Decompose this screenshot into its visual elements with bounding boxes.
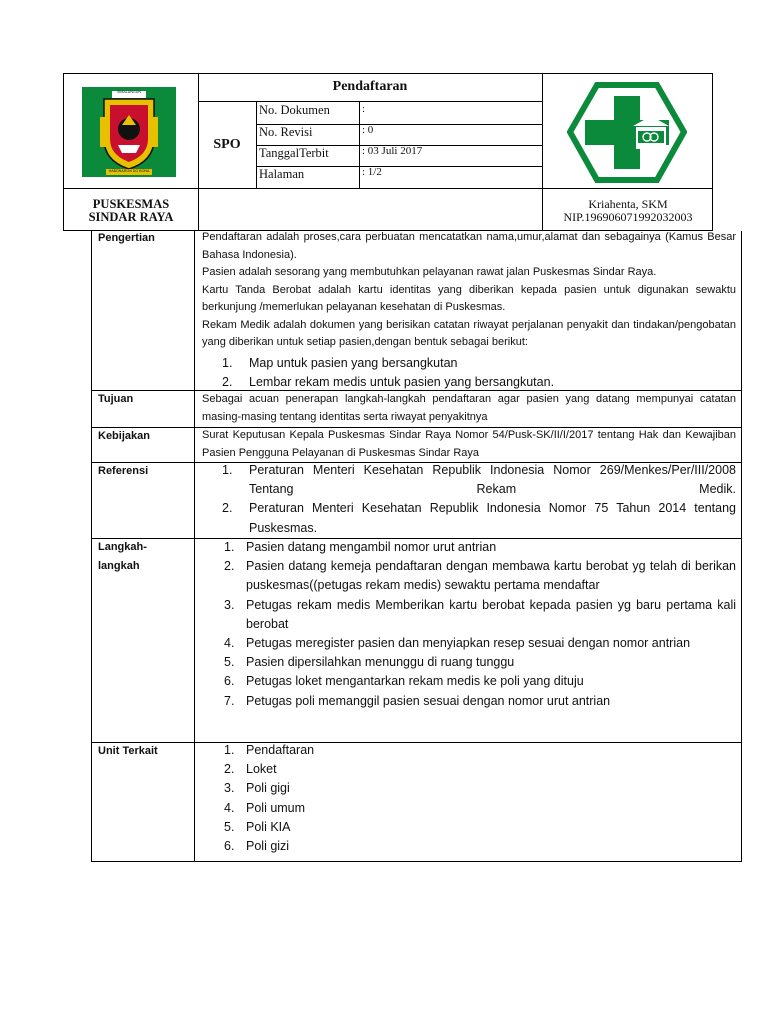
list-item <box>202 373 736 392</box>
label-langkah-line1: Langkah- <box>98 541 147 553</box>
list-item <box>202 799 736 818</box>
list-item <box>202 461 736 499</box>
label-pengertian: Pengertian <box>98 232 155 244</box>
meta-value-dokumen: : <box>362 103 366 115</box>
logo-text-bottom: HABONARON DO BONA <box>108 169 150 173</box>
list-text: Pendaftaran <box>246 743 315 757</box>
meta-label-dokumen: No. Dokumen <box>259 103 330 117</box>
meta-label-halaman: Halaman <box>259 167 305 181</box>
list-text: Poli gizi <box>246 839 290 854</box>
content-referensi <box>202 461 736 538</box>
list-number: 6. <box>224 839 235 854</box>
list-text: Pasien datang mengambil nomor urut antrian <box>246 540 497 554</box>
kebijakan-text: Surat Keputusan Kepala Puskesmas Sindar Raya Nomor 54/Pusk-SK/II/I/2017 tentang Hak dan Kewajiban Pasien Pengguna Pelayanan di Puskesmas Sindar Raya <box>202 429 736 459</box>
list-number: 2. <box>222 374 233 389</box>
list-item <box>202 653 736 672</box>
list-number: 2. <box>224 762 235 777</box>
org-name <box>64 198 198 224</box>
list-item <box>202 634 736 653</box>
logo-text-top: SIMALUNGUN <box>117 90 141 94</box>
signer-nip: NIP.196906071992032003 <box>563 210 693 224</box>
content-langkah <box>202 538 736 711</box>
meta-label-revisi: No. Revisi <box>259 125 313 139</box>
list-text: Pasien dipersilahkan menunggu di ruang tunggu <box>246 655 515 670</box>
document-header <box>63 73 713 231</box>
document-title: Pendaftaran <box>332 79 408 94</box>
list-number: 1. <box>224 540 235 554</box>
list-item <box>202 760 736 779</box>
list-text: Lembar rekam medis untuk pasien yang bersangkutan. <box>249 374 555 389</box>
list-text: Petugas rekam medis Memberikan kartu berobat kepada pasien yg baru pertama kali berobat <box>246 597 736 631</box>
list-item <box>202 672 736 691</box>
spo-label: SPO <box>213 137 241 152</box>
label-kebijakan: Kebijakan <box>98 430 150 442</box>
list-item <box>202 741 736 760</box>
label-unit-terkait: Unit Terkait <box>98 745 158 757</box>
list-item <box>202 354 736 373</box>
list-number: 6. <box>224 674 235 689</box>
list-number: 7. <box>224 693 235 708</box>
signer-name: Kriahenta, SKM <box>588 197 668 211</box>
label-langkah <box>98 538 147 576</box>
list-text: Peraturan Menteri Kesehatan Republik Indonesia Nomor 75 Tahun 2014 tentang Puskesmas. <box>249 501 736 535</box>
list-number: 2. <box>222 501 233 516</box>
list-text: Poli gigi <box>246 781 290 796</box>
list-text: Petugas meregister pasien dan menyiapkan resep sesuai dengan nomor antrian <box>246 636 691 651</box>
list-number: 5. <box>224 655 235 670</box>
label-referensi: Referensi <box>98 465 149 477</box>
puskesmas-logo <box>567 82 687 183</box>
signer <box>542 198 714 224</box>
list-number: 5. <box>224 819 235 834</box>
meta-value-tanggal: : 03 Juli 2017 <box>362 145 423 157</box>
list-text: Petugas loket mengantarkan rekam medis ke poli yang dituju <box>246 674 584 689</box>
content-tujuan <box>202 391 736 426</box>
meta-value-halaman: : 1/2 <box>362 166 382 178</box>
list-item <box>202 596 736 634</box>
list-item <box>202 692 736 711</box>
list-item <box>202 779 736 798</box>
meta-value-revisi: : 0 <box>362 124 374 136</box>
org-name-line2: SINDAR RAYA <box>88 210 174 224</box>
meta-label-tanggal: TanggalTerbit <box>259 146 329 160</box>
list-text: Peraturan Menteri Kesehatan Republik Indonesia Nomor 269/Menkes/Per/III/2008 Tentang Rekam Medik. <box>249 463 736 497</box>
pengertian-para-4: Rekam Medik adalah dokumen yang berisikan catatan riwayat perjalanan penyakit dan tindakan/pengobatan yang diberikan untuk setiap pasien,dengan bentuk sebagai berikut: <box>202 318 736 348</box>
list-number: 4. <box>224 636 235 651</box>
pengertian-para-2: Pasien adalah sesorang yang membutuhkan pelayanan rawat jalan Puskesmas Sindar Raya. <box>202 266 657 278</box>
spo-body-table <box>91 231 742 862</box>
list-number: 3. <box>224 597 235 612</box>
list-text: Poli KIA <box>246 819 291 834</box>
list-text: Loket <box>246 762 277 777</box>
tujuan-text: Sebagai acuan penerapan langkah-langkah pendaftaran agar pasien yang datang mempunyai catatan masing-masing tentang identitas serta riwayat penyakitnya <box>202 393 736 423</box>
list-text: Petugas poli memanggil pasien sesuai dengan nomor urut antrian <box>246 693 611 708</box>
list-number: 1. <box>224 743 235 757</box>
list-number: 2. <box>224 559 235 574</box>
list-text: Pasien datang kemeja pendaftaran dengan membawa kartu berobat yg telah di berikan puskesmas((petugas rekam medis) sewaktu pertama mendaftar <box>246 559 736 593</box>
org-name-line1: PUSKESMAS <box>92 197 170 211</box>
list-item <box>202 557 736 595</box>
pengertian-para-3: Kartu Tanda Berobat adalah kartu identitas yang diberikan kepada pasien untuk digunakan sewaktu berkunjung /memerlukan pelayanan kesehatan di Puskesmas. <box>202 283 736 313</box>
list-item <box>202 818 736 837</box>
content-pengertian <box>202 229 736 392</box>
list-number: 1. <box>222 355 233 370</box>
regency-logo <box>82 87 176 177</box>
list-text: Map untuk pasien yang bersangkutan <box>249 355 458 370</box>
list-item <box>202 837 736 856</box>
list-number: 4. <box>224 800 235 815</box>
label-tujuan: Tujuan <box>98 393 134 405</box>
list-item <box>202 538 736 557</box>
list-text: Poli umum <box>246 800 306 815</box>
list-item <box>202 499 736 537</box>
list-number: 3. <box>224 781 235 796</box>
list-number: 1. <box>222 463 233 477</box>
pengertian-para-1: Pendaftaran adalah proses,cara perbuatan mencatatkan nama,umur,alamat dan sebagainya (Kamus Besar Bahasa Indonesia). <box>202 231 736 261</box>
label-langkah-line2: langkah <box>98 560 140 572</box>
content-unit-terkait <box>202 741 736 856</box>
content-kebijakan <box>202 427 736 462</box>
